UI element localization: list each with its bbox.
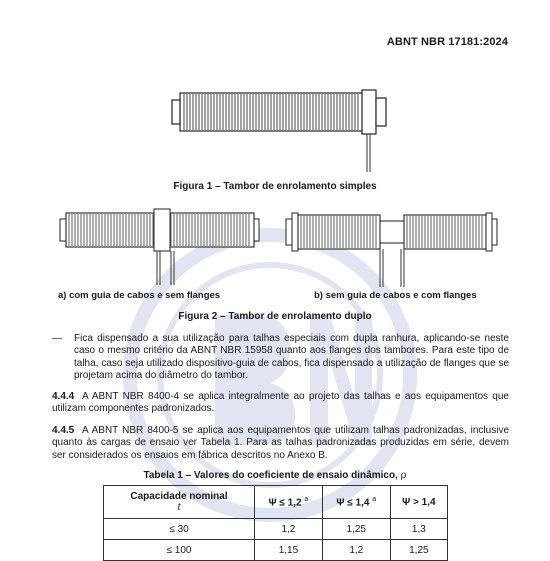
table-row bbox=[104, 540, 448, 561]
cell-c1: 1,15 bbox=[255, 540, 323, 561]
clause-4-4-4 bbox=[52, 391, 509, 416]
cell-c1: 1,2 bbox=[255, 519, 323, 540]
cell-capacity: ≤ 100 bbox=[104, 540, 255, 561]
table1-caption: Tabela 1 – Valores do coeficiente de ensaio dinâmico, ρ bbox=[143, 470, 407, 481]
clause-text: A ABNT NBR 8400-4 se aplica integralmente ao projeto das talhas e aos equipamentos que utilizam componentes padronizados. bbox=[52, 391, 509, 415]
capacity-unit: t bbox=[177, 502, 181, 513]
clause-4-4-5 bbox=[52, 425, 509, 462]
bullet-dash: — bbox=[52, 333, 62, 344]
figure1-single-drum-drawing bbox=[170, 88, 395, 173]
clause-number: 4.4.5 bbox=[52, 425, 75, 436]
footnote-mark: a bbox=[372, 495, 377, 503]
figure2b-double-drum-with-flanges bbox=[284, 207, 499, 289]
figure2b-subcaption: b) sem guia de cabos e com flanges bbox=[314, 290, 477, 301]
cell-c2: 1,25 bbox=[322, 519, 390, 540]
clause-number: 4.4.4 bbox=[52, 391, 75, 402]
figure1-caption: Figura 1 – Tambor de enrolamento simples bbox=[173, 181, 377, 192]
cell-c3: 1,25 bbox=[390, 540, 447, 561]
bullet-paragraph: Fica dispensado a sua utilização para talhas especiais com dupla ranhura, aplicando-se neste caso o mesmo critério da ABNT NBR 15958 quanto aos flanges dos tambores. Para este tipo de talha, caso seja utilizado dispositivo-guia de cabos, fica dispensado a utilização de flanges que se projetam acima do diâmetro do tambor. bbox=[74, 333, 509, 382]
figure2a-double-drum-with-guide bbox=[58, 205, 260, 287]
clause-text: A ABNT NBR 8400-5 se aplica aos equipamentos que utilizam talhas padronizadas, inclusive quanto às cargas de ensaio ver Tabela 1. Para as talhas padronizadas produzidas em série, devem ser considerados os ensaios em fábrica descritos no Anexo B. bbox=[52, 425, 509, 461]
header-psi-le-1-2: Ψ ≤ 1,2 $^a$ bbox=[255, 486, 323, 519]
table-header-row bbox=[104, 486, 448, 519]
header-capacity: Capacidade nominal t bbox=[104, 486, 255, 519]
table-row bbox=[104, 519, 448, 540]
cell-c3: 1,3 bbox=[390, 519, 447, 540]
document-id-header: ABNT NBR 17181:2024 bbox=[386, 36, 508, 48]
cell-c2: 1,2 bbox=[322, 540, 390, 561]
figure2a-subcaption: a) com guia de cabos e sem flanges bbox=[58, 290, 221, 301]
footnote-mark: a bbox=[304, 495, 309, 503]
rho-symbol: ρ bbox=[400, 470, 407, 481]
header-psi-gt-1-4: Ψ > 1,4 bbox=[390, 486, 447, 519]
cell-capacity: ≤ 30 bbox=[104, 519, 255, 540]
figure2-caption: Figura 2 – Tambor de enrolamento duplo bbox=[178, 311, 372, 322]
header-psi-le-1-4: Ψ ≤ 1,4 $^a$ bbox=[322, 486, 390, 519]
